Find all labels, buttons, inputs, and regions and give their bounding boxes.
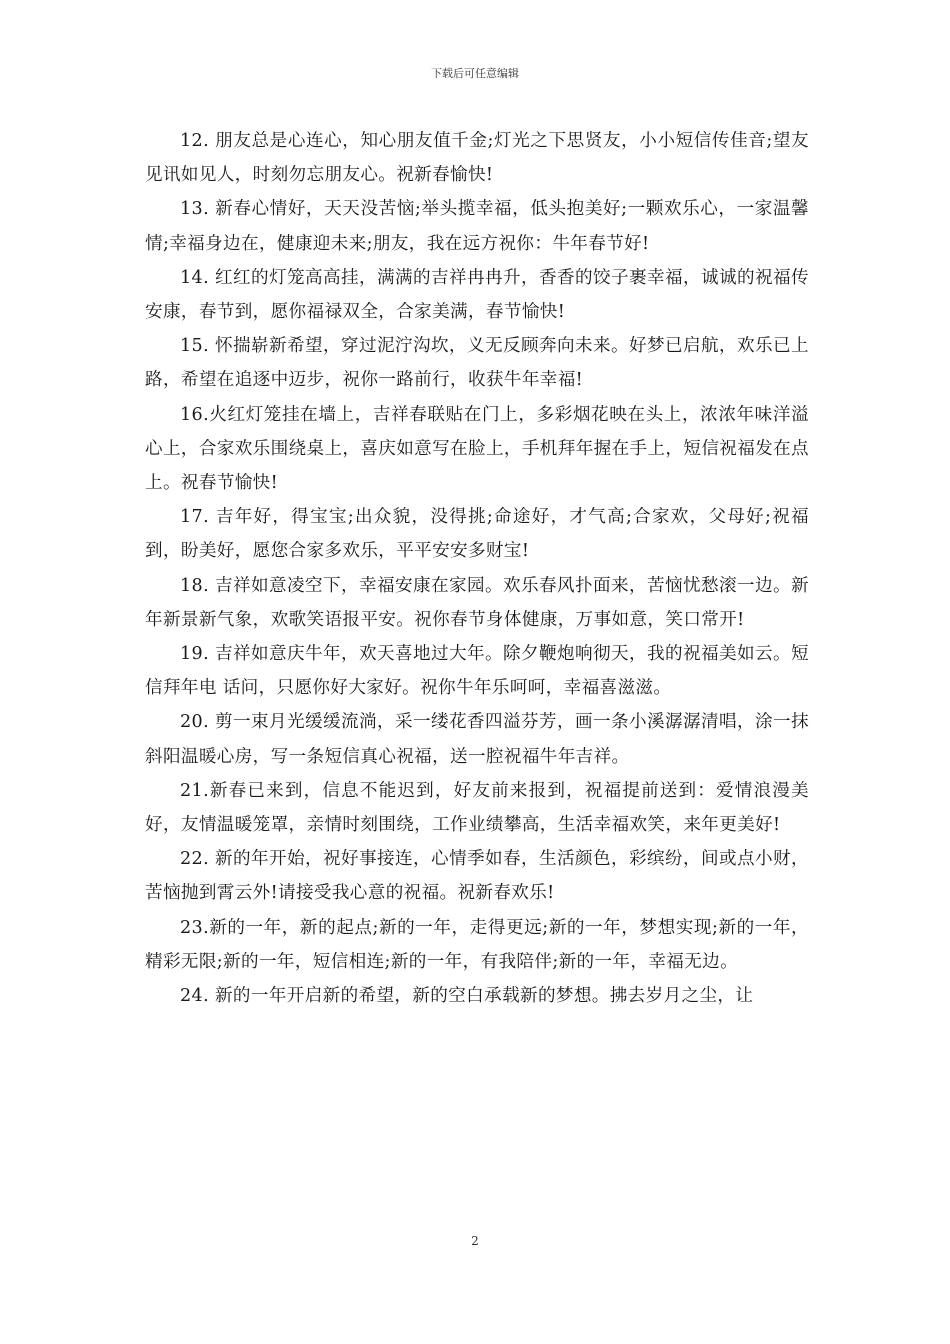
paragraph-22: 22. 新的年开始，祝好事接连，心情季如春，生活颜色，彩缤纷，间或点小财，苦恼抛到霄云外!请接受我心意的祝福。祝新春欢乐! [145,849,809,904]
paragraph-19: 19. 吉祥如意庆牛年，欢天喜地过大年。除夕鞭炮响彻天，我的祝福美如云。短信拜年电 话问，只愿你好大家好。祝你牛年乐呵呵，幸福喜滋滋。 [145,644,809,699]
paragraph-24: 24. 新的一年开启新的希望，新的空白承载新的梦想。拂去岁月之尘，让 [180,986,754,1007]
paragraph-12: 12. 朋友总是心连心，知心朋友值千金;灯光之下思贤友，小小短信传佳音;望友见讯如见人，时刻勿忘朋友心。祝新春愉快! [145,131,809,186]
paragraph-17: 17. 吉年好，得宝宝;出众貌，没得挑;命途好，才气高;合家欢，父母好;祝福到，盼美好，愿您合家多欢乐，平平安安多财宝! [145,507,809,562]
paragraph-16: 16.火红灯笼挂在墙上，吉祥春联贴在门上，多彩烟花映在头上，浓浓年味洋溢心上，合家欢乐围绕桌上，喜庆如意写在脸上，手机拜年握在手上，短信祝福发在点上。祝春节愉快! [145,404,809,494]
page-header: 下载后可任意编辑 [431,67,519,80]
paragraph-18: 18. 吉祥如意凌空下，幸福安康在家园。欢乐春风扑面来，苦恼忧愁滚一边。新年新景新气象，欢歌笑语报平安。祝你春节身体健康，万事如意，笑口常开! [145,575,809,630]
paragraph-20: 20. 剪一束月光缓缓流淌，采一缕花香四溢芬芳，画一条小溪潺潺清唱，涂一抹斜阳温暖心房，写一条短信真心祝福，送一腔祝福牛年吉祥。 [145,712,809,767]
paragraph-21: 21.新春已来到，信息不能迟到，好友前来报到，祝福提前送到：爱情浪漫美好，友情温暖笼罩，亲情时刻围绕，工作业绩攀高，生活幸福欢笑，来年更美好! [145,780,809,836]
document-body [145,124,809,1013]
page-number: 2 [471,1234,479,1248]
paragraph-23: 23.新的一年，新的起点;新的一年，走得更远;新的一年，梦想实现;新的一年，精彩无限;新的一年，短信相连;新的一年，有我陪伴;新的一年，幸福无边。 [145,917,809,972]
paragraph-13: 13. 新春心情好，天天没苦恼;举头揽幸福，低头抱美好;一颗欢乐心，一家温馨情;幸福身边在，健康迎未来;朋友，我在远方祝你：牛年春节好! [145,199,809,254]
paragraph-14: 14. 红红的灯笼高高挂，满满的吉祥冉冉升，香香的饺子裹幸福，诚诚的祝福传安康，春节到，愿你福禄双全，合家美满，春节愉快! [145,267,809,323]
paragraph-15: 15. 怀揣崭新希望，穿过泥泞沟坎，义无反顾奔向未来。好梦已启航，欢乐已上路，希望在追逐中迈步，祝你一路前行，收获牛年幸福! [145,336,809,391]
